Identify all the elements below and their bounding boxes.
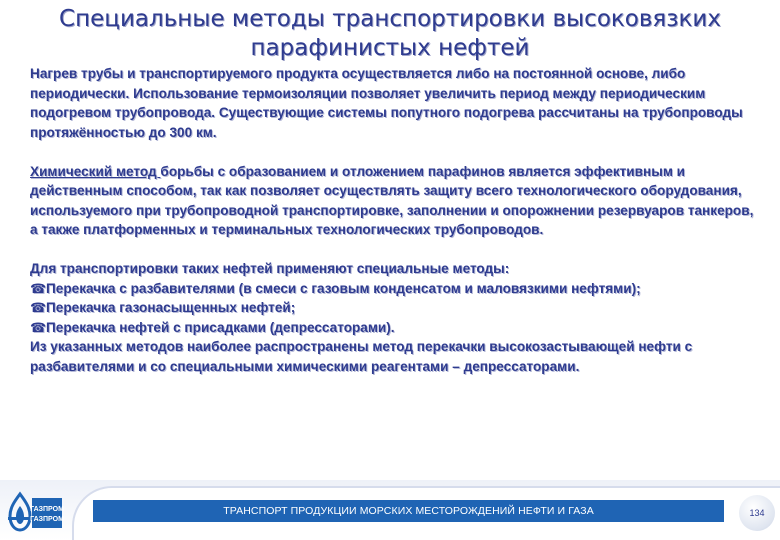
method-item-text: Перекачка газонасыщенных нефтей; [46, 300, 296, 315]
spacer [30, 142, 760, 162]
telephone-icon: ☎ [30, 280, 47, 296]
slide-title [20, 5, 760, 63]
footer-text: ТРАНСПОРТ ПРОДУКЦИИ МОРСКИХ МЕСТОРОЖДЕНИЙ НЕФТИ И ГАЗА [223, 505, 594, 517]
spacer [30, 240, 760, 260]
page-number-badge [739, 495, 775, 531]
method-item [30, 298, 760, 318]
paragraph-heating: Нагрев трубы и транспортируемого продукта осуществляется либо на постоянной основе, либо периодически. Использование термоизоляции позволяет увеличить период между периодическим подогревом трубопровода. Существующие системы попутного подогрева рассчитаны на трубопроводы протяжённостью до 300 км. [30, 66, 743, 140]
gazprom-logo [6, 488, 64, 534]
chemical-method-term: Химический метод [30, 163, 161, 179]
chemical-method-text: борьбы с образованием и отложением парафинов является эффективным и действенным способом, так как позволяет осуществлять защиту всего технологического оборудования, используемого при трубопроводной транспортировке, заполнении и опорожнении резервуаров танкеров, а также платформенных и терминальных технологических трубопроводов. [30, 163, 754, 237]
method-item-text: Перекачка с разбавителями (в смеси с газовым конденсатом и маловязкими нефтями); [46, 280, 641, 296]
footer-bar [93, 500, 724, 522]
paragraph-chemical-method [30, 162, 760, 240]
paragraph-conclusion: Из указанных методов наиболее распространены метод перекачки высокозастывающей нефти с разбавителями и со специальными химическими реагентами – депрессаторами. [30, 339, 693, 374]
methods-intro: Для транспортировки таких нефтей применяют специальные методы: [30, 261, 510, 276]
method-item [30, 318, 760, 338]
method-item [30, 279, 760, 299]
logo-text-bottom: ГАЗПРОМ [30, 516, 64, 523]
method-item-text: Перекачка нефтей с присадками (депрессаторами). [46, 319, 395, 335]
telephone-icon: ☎ [30, 300, 47, 315]
logo-text-top: ГАЗПРОМ [30, 506, 64, 513]
title-line-2: парафинистых нефтей [250, 35, 530, 61]
slide-content [30, 64, 760, 376]
page-number: 134 [749, 508, 765, 518]
telephone-icon: ☎ [30, 319, 47, 335]
title-line-1: Специальные методы транспортировки высоковязких [59, 6, 721, 32]
